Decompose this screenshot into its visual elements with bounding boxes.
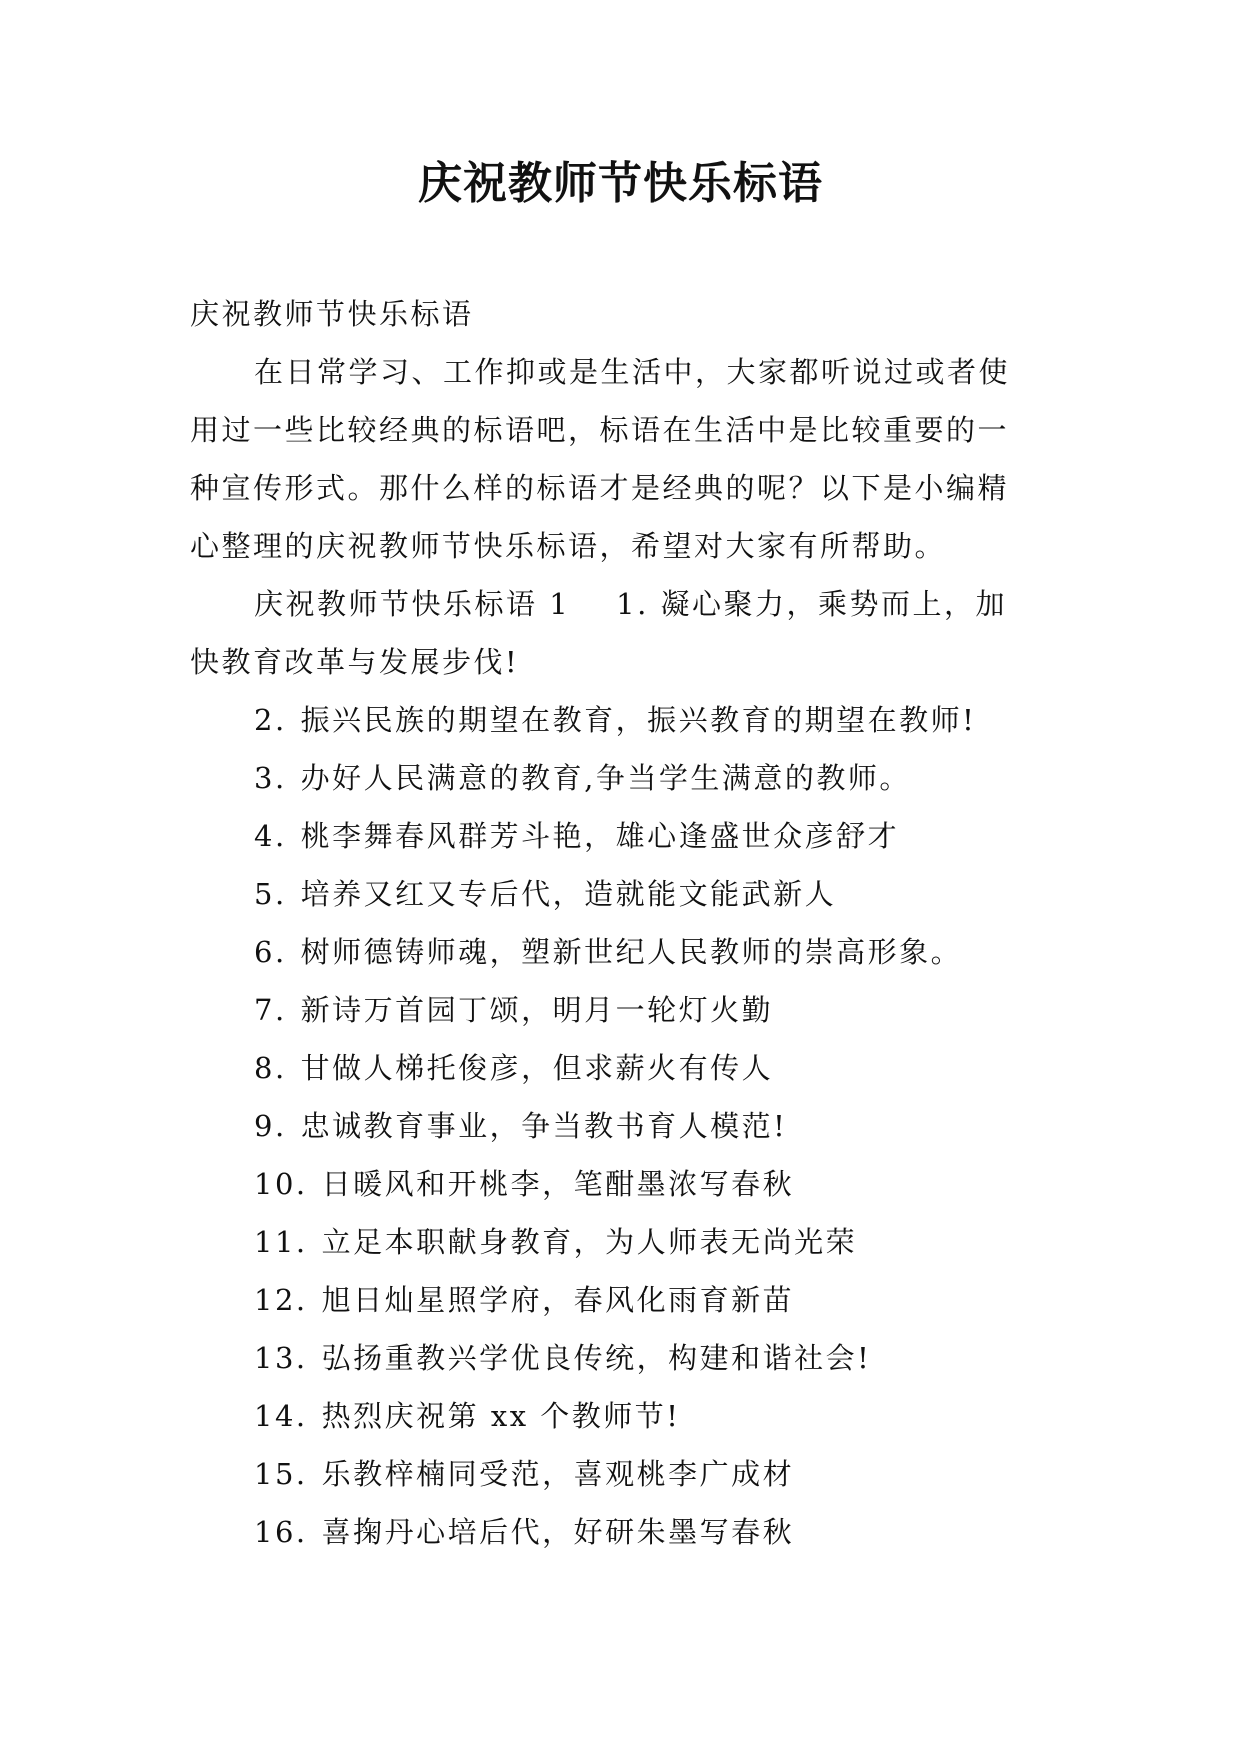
slogan-number: 9.: [254, 1109, 287, 1143]
intro-paragraph-line: 在日常学习、工作抑或是生活中，大家都听说过或者使: [254, 355, 1011, 389]
slogan-text: 立足本职献身教育，为人师表无尚光荣: [321, 1225, 858, 1259]
slogan-item: [190, 1329, 1050, 1387]
slogan-text: 弘扬重教兴学优良传统，构建和谐社会!: [321, 1341, 872, 1375]
slogan-item: [190, 1503, 1050, 1561]
first-item-text: 1. 凝心聚力，乘势而上，加: [616, 587, 1008, 621]
slogan-text: 树师德铸师魂，塑新世纪人民教师的崇高形象。: [300, 935, 963, 969]
section-heading-line: [190, 575, 1050, 633]
slogan-item: [190, 691, 1050, 749]
slogan-text: 甘做人梯托俊彦，但求薪火有传人: [300, 1051, 774, 1085]
slogan-item: [190, 981, 1050, 1039]
slogan-text: 热烈庆祝第 xx 个教师节!: [321, 1399, 681, 1433]
intro-paragraph-line: 心整理的庆祝教师节快乐标语，希望对大家有所帮助。: [190, 529, 947, 563]
first-item-continuation: 快教育改革与发展步伐!: [190, 645, 520, 679]
slogan-item: [190, 1445, 1050, 1503]
slogan-number: 12.: [254, 1283, 308, 1317]
slogan-text: 振兴民族的期望在教育，振兴教育的期望在教师!: [300, 703, 977, 737]
slogan-item: [190, 1271, 1050, 1329]
slogan-item: [190, 1097, 1050, 1155]
document-subtitle: 庆祝教师节快乐标语: [190, 297, 474, 331]
slogan-text: 培养又红又专后代，造就能文能武新人: [300, 877, 837, 911]
slogan-number: 8.: [254, 1051, 287, 1085]
slogan-text: 新诗万首园丁颂，明月一轮灯火勤: [300, 993, 774, 1027]
slogan-text: 旭日灿星照学府，春风化雨育新苗: [321, 1283, 795, 1317]
slogan-item: [190, 1155, 1050, 1213]
slogan-item: [190, 749, 1050, 807]
intro-paragraph-line: 种宣传形式。那什么样的标语才是经典的呢？以下是小编精: [190, 471, 1010, 505]
slogan-number: 16.: [254, 1515, 308, 1549]
slogan-item: [190, 923, 1050, 981]
slogan-text: 喜掬丹心培后代，好研朱墨写春秋: [321, 1515, 795, 1549]
slogan-list: [190, 691, 1050, 1561]
slogan-number: 5.: [254, 877, 287, 911]
slogan-item: [190, 1213, 1050, 1271]
slogan-number: 11.: [254, 1225, 308, 1259]
intro-paragraph-line: 用过一些比较经典的标语吧，标语在生活中是比较重要的一: [190, 413, 1010, 447]
slogan-item: [190, 865, 1050, 923]
slogan-text: 日暖风和开桃李，笔酣墨浓写春秋: [321, 1167, 795, 1201]
slogan-item: [190, 1387, 1050, 1445]
slogan-number: 4.: [254, 819, 287, 853]
slogan-number: 15.: [254, 1457, 308, 1491]
slogan-number: 7.: [254, 993, 287, 1027]
slogan-text: 桃李舞春风群芳斗艳，雄心逢盛世众彦舒才: [300, 819, 900, 853]
slogan-number: 3.: [254, 761, 287, 795]
document-title: 庆祝教师节快乐标语: [418, 158, 823, 209]
slogan-number: 2.: [254, 703, 287, 737]
slogan-number: 14.: [254, 1399, 308, 1433]
slogan-item: [190, 807, 1050, 865]
slogan-number: 10.: [254, 1167, 308, 1201]
slogan-text: 办好人民满意的教育,争当学生满意的教师。: [300, 761, 911, 795]
section-heading: 庆祝教师节快乐标语 1: [254, 587, 571, 621]
slogan-text: 乐教梓楠同受范，喜观桃李广成材: [321, 1457, 795, 1491]
slogan-number: 13.: [254, 1341, 308, 1375]
slogan-number: 6.: [254, 935, 287, 969]
slogan-text: 忠诚教育事业，争当教书育人模范!: [300, 1109, 788, 1143]
document-body: [190, 285, 1050, 1561]
slogan-item: [190, 1039, 1050, 1097]
